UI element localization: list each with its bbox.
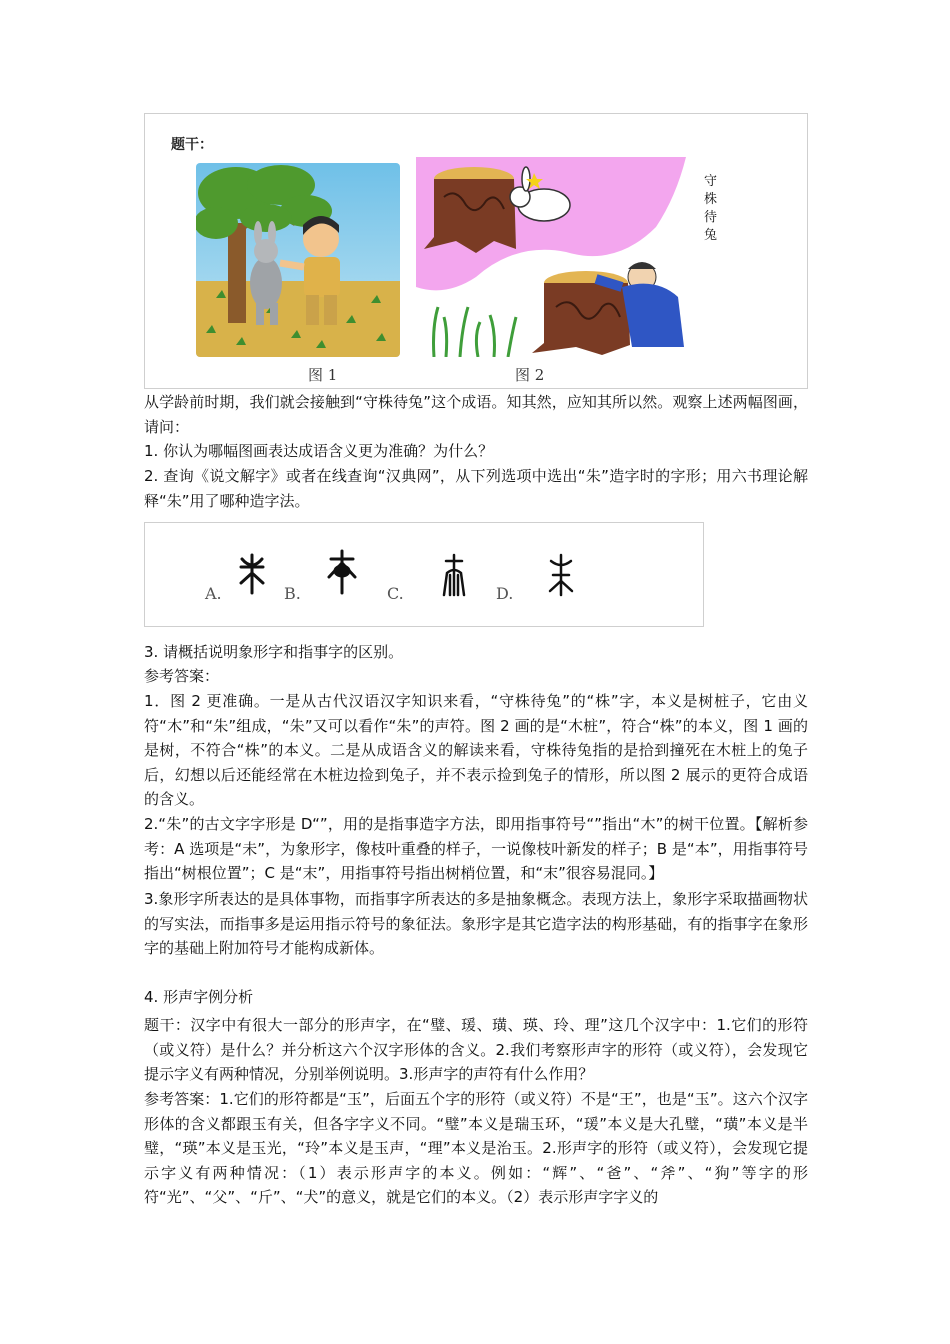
option-b-label: B. [284, 584, 301, 603]
picture-1-illustration [196, 163, 400, 357]
question-2: 2. 查询《说文解字》或者在线查询“汉典网”，从下列选项中选出“朱”造字时的字形；用六书理论解释“朱”用了哪种造字法。 [144, 467, 808, 510]
option-a-label: A. [205, 584, 222, 603]
option-d-label: D. [496, 584, 514, 603]
section-4-stem: 题干：汉字中有很大一部分的形声字，在“璧、瑗、璜、瑛、玲、理”这几个汉字中：1.它们的形符（或义符）是什么？并分析这六个汉字形体的含义。2.我们考察形声字的形符（或义符），会发现它提示字义有两种情况，分别举例说明。3.形声字的声符有什么作用？ [144, 1016, 808, 1083]
idiom-char-4: 兔 [704, 228, 718, 243]
answer-2: 2.“朱”的古文字字形是 D“”，用的是指事造字方法，即用指事符号“”指出“木”的树干位置。【解析参考：A 选项是“未”，为象形字，像枝叶重叠的样子，一说像枝叶新发的样子；B 是“本”，用指事符号指出“树根位置”；C 是“末”，用指事符号指出树梢位置，和“末”很容易混同。】 [144, 815, 808, 882]
idiom-char-1: 守 [704, 174, 718, 189]
option-a-glyph-icon [237, 553, 267, 595]
caption-figure-1: 图 1 [308, 366, 338, 384]
option-c-label: C. [387, 584, 404, 603]
option-b-glyph-icon [325, 549, 359, 595]
section-4-title: 4. 形声字例分析 [144, 988, 254, 1006]
section-4-reference-answer: 参考答案：1.它们的形符都是“玉”，后面五个字的形符（或义符）不是“王”，也是“玉”。这六个汉字形体的含义都跟玉有关，但各字字义不同。“璧”本义是瑞玉环，“瑗”本义是大孔璧，“璜”本义是半璧，“瑛”本义是玉光，“玲”本义是玉声，“理”本义是治玉。2.形声字的形符（或义符），会发现它提示字义有两种情况：（1）表示形声字的本义。例如：“辉”、“爸”、“斧”、“狗”等字的形符“光”、“父”、“斤”、“犬”的意义，就是它们的本义。（2）表示形声字字义的 [144, 1090, 808, 1206]
picture-2-stump-and-man [416, 157, 734, 357]
question-3: 3. 请概括说明象形字和指事字的区别。 [144, 643, 404, 661]
stem-label: 题干： [171, 137, 213, 153]
option-d-glyph-icon [547, 553, 575, 597]
idiom-char-2: 株 [704, 192, 718, 207]
question-1: 1. 你认为哪幅图画表达成语含义更为准确？为什么？ [144, 442, 494, 460]
answer-3: 3.象形字所表达的是具体事物，而指事字所表达的多是抽象概念。表现方法上，象形字采取描画物状的写实法，而指事多是运用指示符号的象征法。象形字是其它造字法的构形基础，有的指事字在象形字的基础上附加符号才能构成新体。 [144, 890, 808, 957]
figure-panel [144, 113, 808, 389]
intro-paragraph: 从学龄前时期，我们就会接触到“守株待兔”这个成语。知其然，应知其所以然。观察上述两幅图画，请问： [144, 393, 808, 436]
reference-answers-title: 参考答案： [144, 667, 220, 685]
option-c-glyph-icon [441, 553, 467, 597]
picture-2-illustration [416, 157, 734, 357]
caption-figure-2: 图 2 [515, 366, 545, 384]
idiom-char-3: 待 [704, 210, 718, 225]
answer-1: 1．图 2 更准确。一是从古代汉语汉字知识来看，“守株待兔”的“株”字，本义是树桩子，它由义符“木”和“朱”组成，“朱”又可以看作“朱”的声符。图 2 画的是“木桩”，符合“株”的本义，图 1 画的是树，不符合“株”的本义。二是从成语含义的解读来看，守株待兔指的是拾到撞死在木桩上的兔子后，幻想以后还能经常在木桩边捡到兔子，并不表示捡到兔子的情形，所以图 2 展示的更符合成语的含义。 [144, 692, 808, 808]
picture-1-boy-and-rabbit [196, 163, 400, 357]
glyph-options-panel [144, 522, 704, 627]
